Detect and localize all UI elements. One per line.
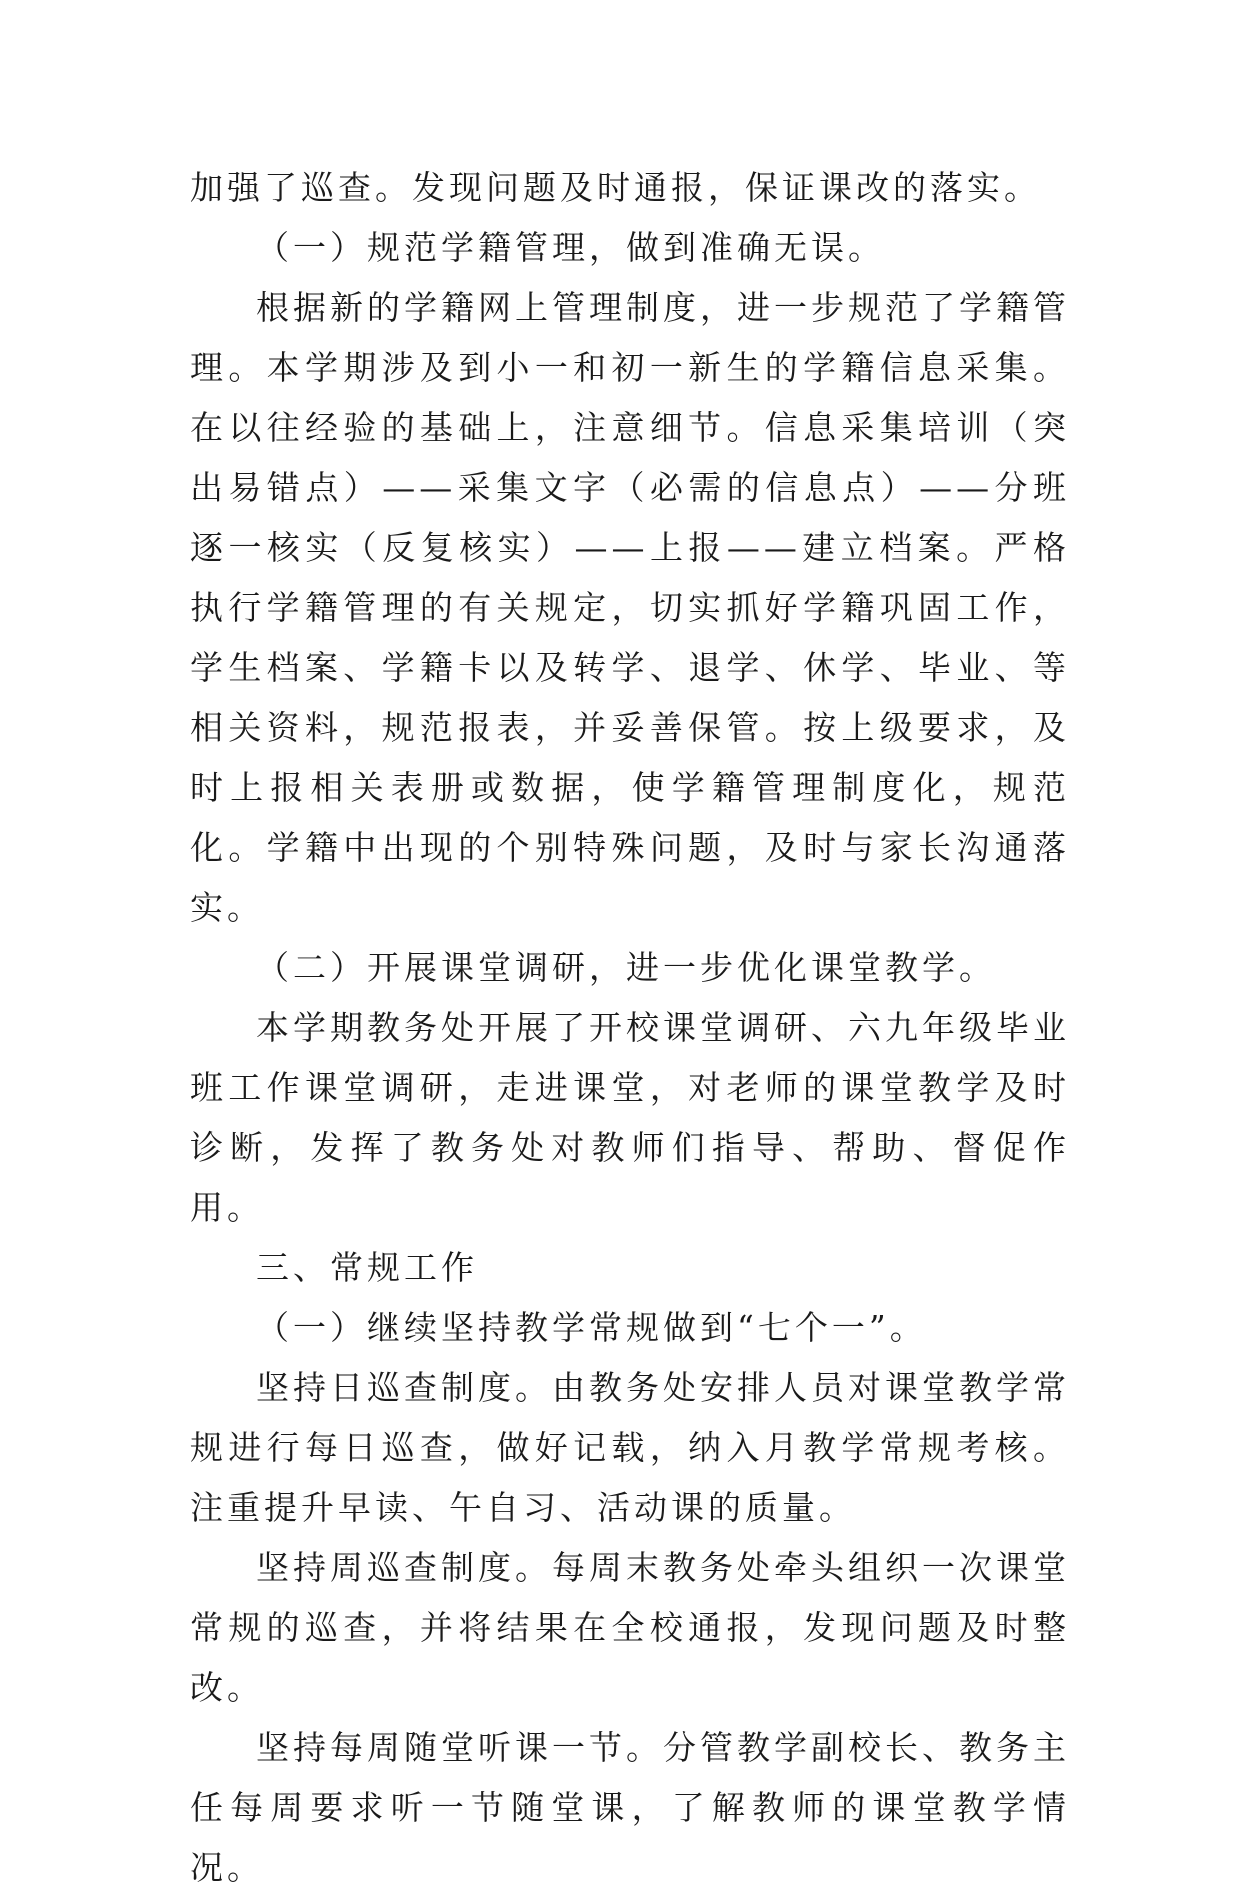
heading-seven-ones: （一）继续坚持教学常规做到“七个一”。 [256,1308,927,1347]
heading-routine-work: 三、常规工作 [256,1248,478,1287]
heading-classroom-research: （二）开展课堂调研，进一步优化课堂教学。 [256,948,996,987]
paragraph-1: 加强了巡查。发现问题及时通报，保证课改的落实。 [190,168,1041,207]
paragraph-classroom-research: 本学期教务处开展了开校课堂调研、六九年级毕业班工作课堂调研，走进课堂，对老师的课堂教学及时诊断，发挥了教务处对教师们指导、帮助、督促作用。 [190,1008,1070,1227]
document-body [190,158,1070,1898]
heading-standardize-enrollment: （一）规范学籍管理，做到准确无误。 [256,228,885,267]
paragraph-weekly-lesson-observation: 坚持每周随堂听课一节。分管教学副校长、教务主任每周要求听一节随堂课，了解教师的课堂教学情况。 [190,1728,1070,1887]
paragraph-weekly-inspection: 坚持周巡查制度。每周末教务处牵头组织一次课堂常规的巡查，并将结果在全校通报，发现问题及时整改。 [190,1548,1070,1707]
paragraph-daily-inspection: 坚持日巡查制度。由教务处安排人员对课堂教学常规进行每日巡查，做好记载，纳入月教学常规考核。注重提升早读、午自习、活动课的质量。 [190,1368,1070,1527]
paragraph-enrollment-management: 根据新的学籍网上管理制度，进一步规范了学籍管理。本学期涉及到小一和初一新生的学籍信息采集。在以往经验的基础上，注意细节。信息采集培训（突出易错点）——采集文字（必需的信息点）——分班逐一核实（反复核实）——上报——建立档案。严格执行学籍管理的有关规定，切实抓好学籍巩固工作，学生档案、学籍卡以及转学、退学、休学、毕业、等相关资料，规范报表，并妥善保管。按上级要求，及时上报相关表册或数据，使学籍管理制度化，规范化。学籍中出现的个别特殊问题，及时与家长沟通落实。 [190,288,1070,927]
